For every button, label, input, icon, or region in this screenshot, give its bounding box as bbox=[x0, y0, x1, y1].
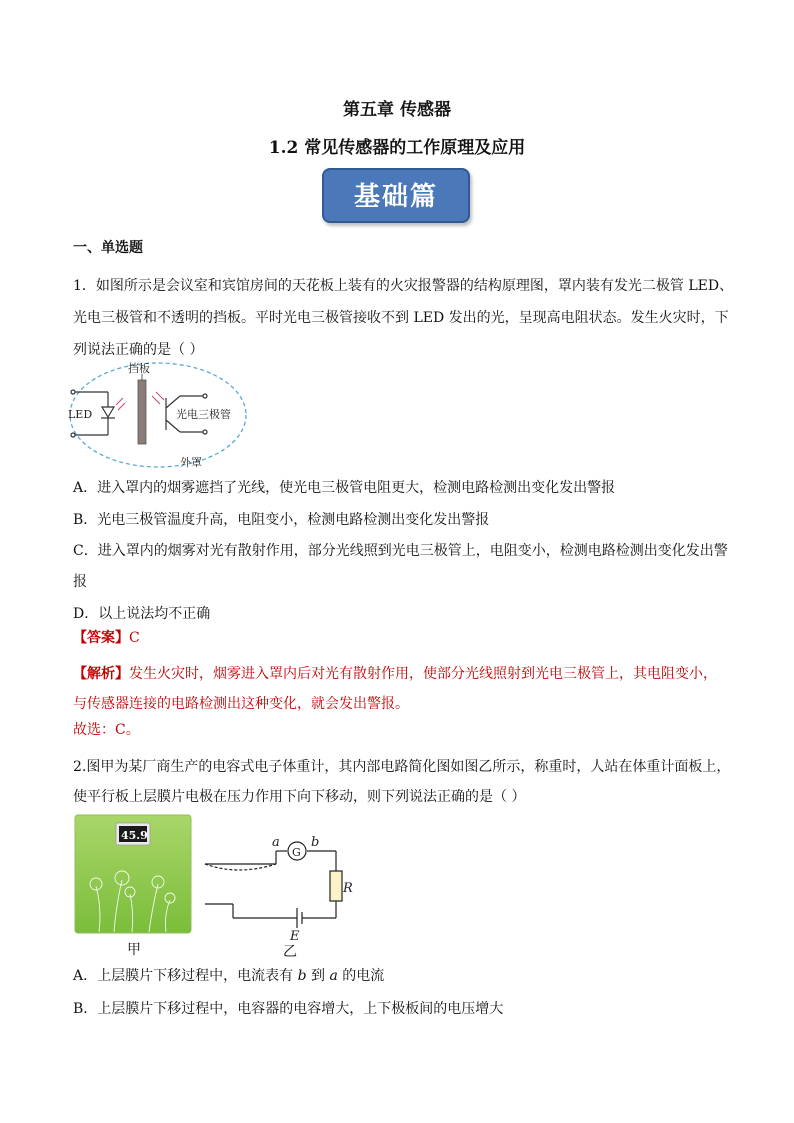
q2-option-b: B．上层膜片下移过程中，电容器的电容增大，上下极板间的电压增大 bbox=[73, 1001, 504, 1017]
upper-membrane bbox=[205, 864, 276, 870]
q2-stem-line-1: 2.图甲为某厂商生产的电容式电子体重计，其内部电路简化图如图乙所示，称重时，人站在体重计面板上， bbox=[73, 759, 731, 775]
galvanometer-label: G bbox=[292, 846, 301, 859]
q1-stem-line-2: 光电三极管和不透明的挡板。平时光电三极管接收不到 LED 发出的光，呈现高电阻状态。发生火灾时，下 bbox=[73, 310, 729, 326]
q2-option-a-a: a bbox=[329, 968, 338, 984]
label-jia: 甲 bbox=[127, 942, 141, 958]
q2-figure-circuit bbox=[200, 828, 353, 944]
point-b-label: b bbox=[311, 835, 320, 850]
scale-display-reading: 45.9 bbox=[121, 829, 148, 842]
point-a-label: a bbox=[272, 835, 280, 850]
q1-option-d: D．以上说法均不正确 bbox=[73, 606, 211, 622]
section-title: 1.2 常见传感器的工作原理及应用 bbox=[268, 138, 526, 158]
analysis-text: 发生火灾时，烟雾进入罩内后对光有散射作用，使部分光线照射到光电三极管上，其电阻变小， bbox=[129, 666, 717, 682]
q2-option-a-text: A．上层膜片下移过程中，电流表有 bbox=[73, 968, 298, 984]
q1-option-b: B．光电三极管温度升高，电阻变小，检测电路检测出变化发出警报 bbox=[73, 512, 490, 528]
q2-option-a-mid: 到 bbox=[306, 968, 330, 984]
led-label: LED bbox=[68, 408, 93, 421]
q1-option-c-line-1: C．进入罩内的烟雾对光有散射作用，部分光线照到光电三极管上，电阻变小，检测电路检测出变化发出警 bbox=[73, 543, 728, 559]
q1-analysis-line-2: 与传感器连接的电路检测出这种变化，就会发出警报。 bbox=[73, 696, 409, 712]
q1-stem-line-3: 列说法正确的是（ ） bbox=[73, 342, 204, 358]
chapter-title: 第五章 传感器 bbox=[343, 100, 451, 120]
answer-value: C bbox=[129, 630, 140, 646]
part-title: 一、单选题 bbox=[73, 240, 143, 256]
q1-figure-fire-alarm bbox=[70, 360, 250, 470]
q1-option-c-line-2: 报 bbox=[73, 574, 87, 590]
cover-label: 外罩 bbox=[180, 456, 202, 469]
q2-stem-line-2: 使平行板上层膜片电极在压力作用下向下移动，则下列说法正确的是（ ） bbox=[73, 789, 526, 805]
answer-label: 【答案】 bbox=[73, 630, 129, 646]
label-yi: 乙 bbox=[283, 944, 297, 960]
transistor-label: 光电三极管 bbox=[176, 408, 231, 421]
transistor-light-arrows bbox=[152, 392, 164, 404]
q1-option-a: A．进入罩内的烟雾遮挡了光线，使光电三极管电阻更大，检测电路检测出变化发出警报 bbox=[73, 480, 616, 496]
resistor-label: R bbox=[343, 881, 353, 896]
q2-figure-scale-photo bbox=[74, 814, 192, 934]
battery-label: E bbox=[290, 929, 300, 944]
resistor-r bbox=[330, 871, 342, 901]
q2-option-a-post: 的电流 bbox=[337, 968, 385, 984]
q1-answer bbox=[73, 628, 140, 648]
baffle-plate bbox=[138, 380, 146, 444]
led-light-arrows bbox=[116, 398, 125, 410]
q2-option-a bbox=[73, 966, 384, 986]
q1-stem-line-1: 1．如图所示是会议室和宾馆房间的天花板上装有的火灾报警器的结构原理图，罩内装有发光二极管 LED、 bbox=[73, 278, 734, 294]
q1-analysis-line-1 bbox=[73, 664, 717, 684]
q1-choice: 故选：C。 bbox=[73, 722, 140, 738]
baffle-label: 挡板 bbox=[128, 362, 150, 375]
level-badge: 基础篇 bbox=[322, 168, 470, 223]
analysis-label: 【解析】 bbox=[73, 666, 129, 682]
q2-option-a-b: b bbox=[297, 968, 307, 984]
